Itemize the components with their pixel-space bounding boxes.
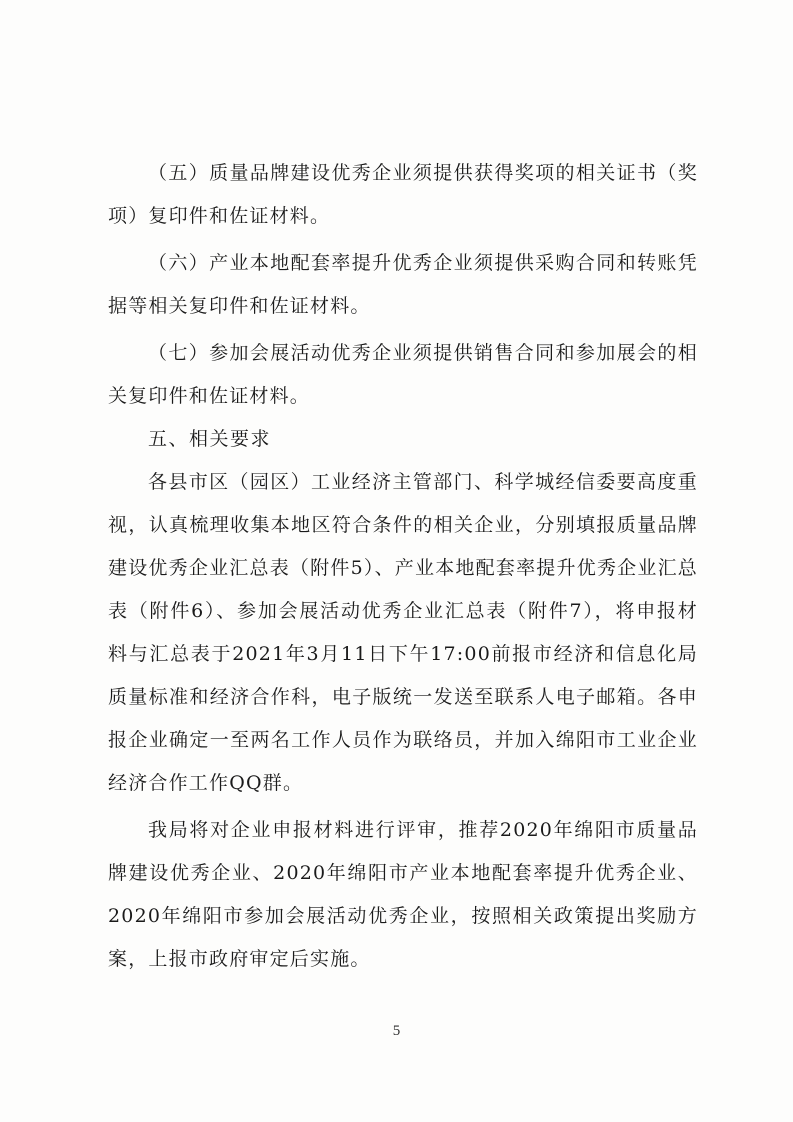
paragraph-evaluation: 我局将对企业申报材料进行评审，推荐2020年绵阳市质量品牌建设优秀企业、2020年绵阳市产业本地配套率提升优秀企业、2020年绵阳市参加会展活动优秀企业，按照相关政策提出奖励方案，上报市政府审定后实施。 [108, 819, 698, 970]
document-body [108, 152, 698, 981]
paragraph-7: （七）参加会展活动优秀企业须提供销售合同和参加展会的相关复印件和佐证材料。 [108, 342, 698, 407]
paragraph-requirements: 各县市区（园区）工业经济主管部门、科学城经信委要高度重视，认真梳理收集本地区符合条件的相关企业，分别填报质量品牌建设优秀企业汇总表（附件5）、产业本地配套率提升优秀企业汇总表（附件6）、参加会展活动优秀企业汇总表（附件7），将申报材料与汇总表于2021年3月11日下午17:00前报市经济和信息化局质量标准和经济合作科，电子版统一发送至联系人电子邮箱。各申报企业确定一至两名工作人员作为联络员，并加入绵阳市工业企业经济合作工作QQ群。 [108, 471, 698, 794]
page-number: 5 [392, 1023, 401, 1039]
paragraph-5: （五）质量品牌建设优秀企业须提供获得奖项的相关证书（奖项）复印件和佐证材料。 [108, 162, 698, 227]
section-heading: 五、相关要求 [148, 428, 272, 450]
paragraph-6: （六）产业本地配套率提升优秀企业须提供采购合同和转账凭据等相关复印件和佐证材料。 [108, 252, 698, 317]
